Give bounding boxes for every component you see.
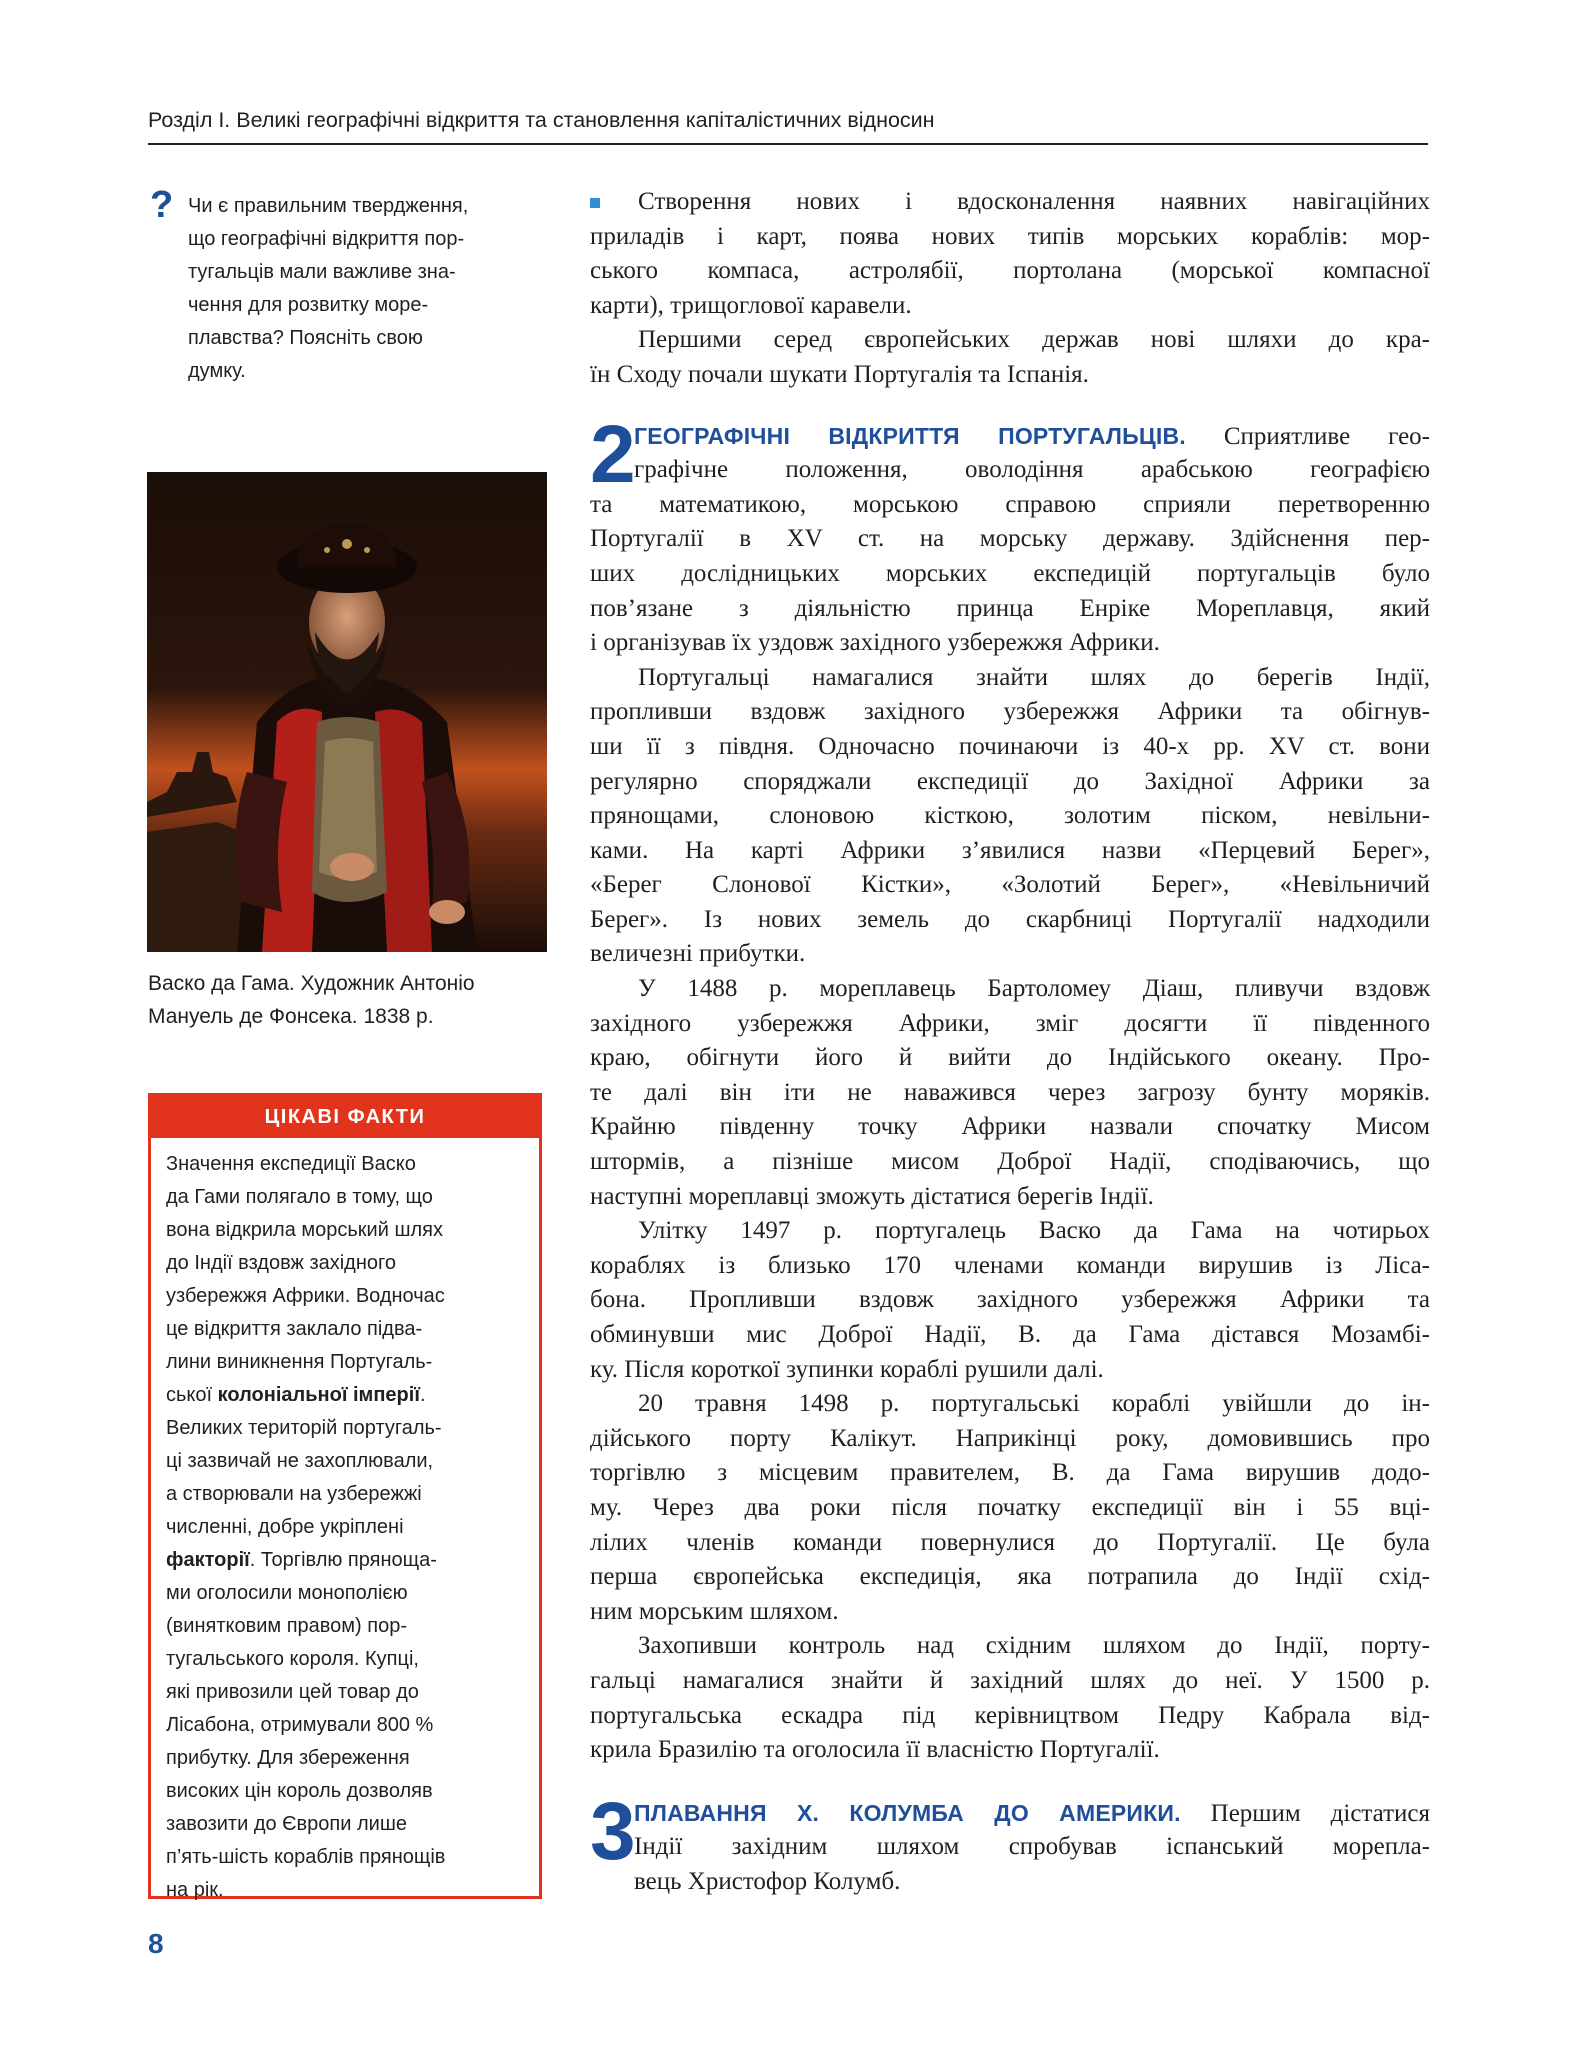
- text-fragment: Першим дістатися: [1180, 1799, 1430, 1827]
- facts-line: узбережжя Африки. Водночас: [166, 1285, 445, 1307]
- section-heading: ГЕОГРАФІЧНІ ВІДКРИТТЯ ПОРТУГАЛЬЦІВ.: [634, 422, 1186, 449]
- term-factory: факторії: [166, 1549, 250, 1571]
- facts-line: [166, 1379, 539, 1412]
- facts-line: численні, добре укріплені: [166, 1516, 404, 1538]
- text-line: Першими серед європейських держав нові шляхи до кра-: [638, 326, 1430, 354]
- text-line: 20 травня 1498 р. португальські кораблі увійшли до ін-: [638, 1390, 1430, 1418]
- text-line: кораблях із близько 170 членами команди вирушив із Ліса-: [590, 1251, 1430, 1279]
- section-heading-line: [590, 1796, 1430, 1831]
- term-colonial-empire: колоніальної імперії: [217, 1384, 420, 1406]
- facts-text: .: [419, 1384, 426, 1406]
- facts-body: [151, 1138, 539, 1907]
- intro-paragraph: [590, 323, 1430, 392]
- facts-title: ЦІКАВІ ФАКТИ: [151, 1096, 539, 1138]
- text-line: графічне положення, оволодіння арабською географією: [634, 456, 1430, 484]
- text-line: і організував їх уздовж західного узбережжя Африки.: [590, 629, 1160, 657]
- text-line: торгівлю з місцевим правителем, В. да Гама вирушив додо-: [590, 1459, 1430, 1487]
- text-line: пов’язане з діяльністю принца Енріке Мореплавця, який: [590, 594, 1430, 622]
- text-line: західного узбережжя Африки, зміг досягти її південного: [590, 1009, 1430, 1037]
- text-line: гальці намагалися знайти й західний шлях до неї. У 1500 р.: [590, 1666, 1430, 1694]
- facts-text: ської: [166, 1384, 218, 1406]
- page-number: 8: [148, 1928, 164, 1959]
- text-line: наступні мореплавці зможуть дістатися берегів Індії.: [590, 1182, 1154, 1210]
- text-line: їн Сходу почали шукати Португалія та Іспанія.: [590, 360, 1089, 388]
- facts-line: вона відкрила морський шлях: [166, 1219, 443, 1241]
- running-header: [148, 108, 1428, 145]
- facts-line: високих цін король дозволяв: [166, 1780, 433, 1802]
- vasco-da-gama-portrait: [147, 472, 547, 952]
- text-line: прянощами, слоновою кісткою, золотим піском, невільни-: [590, 802, 1430, 830]
- section-number: 3: [590, 1785, 636, 1877]
- facts-line: до Індії вздовж західного: [166, 1252, 396, 1274]
- portrait-image: [147, 472, 547, 952]
- text-line: вець Христофор Колумб.: [634, 1867, 901, 1895]
- caption-line: Васко да Гама. Художник Антоніо: [148, 972, 475, 995]
- text-line: Португалії в XV ст. на морську державу. Здійснення пер-: [590, 525, 1430, 553]
- question-line: Чи є правильним твердження,: [188, 195, 469, 217]
- text-line: му. Через два роки після початку експедиції він і 55 вці-: [590, 1493, 1430, 1521]
- facts-line: ці зазвичай не захоплювали,: [166, 1450, 434, 1472]
- text-line: пропливши вздовж західного узбережжя Африки та обігнув-: [590, 698, 1430, 726]
- text-line: перша європейська експедиція, яка потрапила до Індії схід-: [590, 1563, 1430, 1591]
- text-line: та математикою, морською справою сприяли перетворенню: [590, 490, 1430, 518]
- section-heading-line: [590, 419, 1430, 454]
- facts-line: тугальського короля. Купці,: [166, 1648, 419, 1670]
- facts-line: да Гами полягало в тому, що: [166, 1186, 433, 1208]
- question-line: думку.: [188, 360, 246, 382]
- question-line: тугальців мали важливе зна-: [188, 261, 456, 283]
- facts-line: Значення експедиції Васко: [166, 1153, 416, 1175]
- text-line: карти), трищоглової каравели.: [590, 291, 912, 319]
- facts-line: Лісабона, отримували 800 %: [166, 1714, 434, 1736]
- facts-line: а створювали на узбережжі: [166, 1483, 422, 1505]
- chapter-title: Розділ І. Великі географічні відкриття та становлення капіталістичних відносин: [148, 108, 935, 132]
- text-line: Улітку 1497 р. португалець Васко да Гама на чотирьох: [638, 1217, 1430, 1245]
- text-line: Індії західним шляхом спробував іспанський мореплa-: [634, 1833, 1430, 1861]
- facts-line: завозити до Європи лише: [166, 1813, 407, 1835]
- text-line: обминувши мис Доброї Надії, В. да Гама дістався Мозамбі-: [590, 1321, 1430, 1348]
- text-line: ши її з півдня. Одночасно починаючи із 40-х рр. XV ст. вони: [590, 732, 1430, 760]
- text-line: те далі він іти не наважився через загрозу бунту моряків.: [590, 1078, 1430, 1106]
- text-line: приладів і карт, поява нових типів морських кораблів: мор-: [590, 222, 1430, 250]
- question-line: що географічні відкриття пор-: [188, 228, 465, 250]
- text-line: дійського порту Калікут. Наприкінці року, домовившись про: [590, 1424, 1430, 1452]
- text-line: ського компаса, астролябії, портолана (морської компасної: [590, 257, 1430, 285]
- text-line: Захопивши контроль над східним шляхом до Індії, порту-: [638, 1632, 1430, 1660]
- question-block: [148, 184, 548, 388]
- section-3: [590, 1785, 1430, 1900]
- text-line: бона. Пропливши вздовж західного узбережжя Африки та: [590, 1286, 1430, 1314]
- text-fragment: Сприятливе гео-: [1185, 422, 1430, 450]
- facts-line: п’ять-шість кораблів прянощів: [166, 1846, 446, 1868]
- text-line: Берег». Із нових земель до скарбниці Португалії надходили: [590, 905, 1430, 933]
- text-line: португальська ескадра під керівництвом Педру Кабрала від-: [590, 1701, 1430, 1729]
- facts-text: . Торгівлю пряноща-: [249, 1549, 437, 1571]
- text-line: краю, обігнути його й вийти до Індійського океану. Про-: [590, 1044, 1430, 1072]
- text-line: лілих членів команди повернулися до Португалії. Це була: [590, 1528, 1430, 1556]
- text-line: «Берег Слонової Кістки», «Золотий Берег», «Невільничий: [590, 871, 1430, 899]
- text-line: Португальці намагалися знайти шлях до берегів Індії,: [638, 663, 1430, 691]
- text-line: регулярно споряджали експедиції до Західної Африки за: [590, 767, 1430, 795]
- text-line: величезні прибутки.: [590, 940, 806, 968]
- bullet-paragraph: [590, 185, 1430, 323]
- facts-line: (винятковим правом) пор-: [166, 1615, 407, 1637]
- bullet-square-icon: [590, 198, 600, 208]
- caption-line: Мануель де Фонсека. 1838 р.: [148, 1005, 434, 1028]
- facts-line: які привозили цей товар до: [166, 1681, 419, 1703]
- text-line: ним морським шляхом.: [590, 1597, 839, 1625]
- facts-line: це відкриття заклало підва-: [166, 1318, 423, 1340]
- text-line: У 1488 р. мореплавець Бартоломеу Діаш, пливучи вздовж: [638, 975, 1430, 1003]
- facts-line: [166, 1544, 539, 1577]
- text-line: ку. Після короткої зупинки кораблі рушили далі.: [590, 1355, 1104, 1383]
- section-2: [590, 408, 1430, 1768]
- facts-line: на рік.: [166, 1879, 224, 1901]
- text-line: штормів, а пізніше мисом Доброї Надії, сподіваючись, що: [590, 1148, 1430, 1176]
- section-heading: ПЛАВАННЯ Х. КОЛУМБА ДО АМЕРИКИ.: [634, 1799, 1181, 1826]
- text-line: ших дослідницьких морських експедицій португальців було: [590, 559, 1430, 587]
- question-mark-icon: ?: [150, 184, 174, 226]
- text-line: ками. На карті Африки з’явилися назви «Перцевий Берег»,: [590, 836, 1430, 864]
- interesting-facts-box: [148, 1093, 542, 1899]
- facts-line: ми оголосили монополією: [166, 1582, 408, 1604]
- facts-line: прибутку. Для збереження: [166, 1747, 410, 1769]
- text-line: крила Бразилію та оголосила її власністю Португалії.: [590, 1736, 1160, 1764]
- text-line: Крайню південну точку Африки назвали спочатку Мисом: [590, 1113, 1430, 1141]
- text-line: Створення нових і вдосконалення наявних навігаційних: [638, 188, 1430, 215]
- facts-line: лини виникнення Португаль-: [166, 1351, 433, 1373]
- main-text-column: [590, 185, 1430, 1900]
- section-number: 2: [590, 408, 636, 500]
- facts-line: Великих територій португаль-: [166, 1417, 442, 1439]
- portrait-caption: [148, 967, 568, 1033]
- question-line: плавства? Поясніть свою: [188, 327, 423, 349]
- question-line: чення для розвитку море-: [188, 294, 429, 316]
- left-column: [148, 184, 548, 388]
